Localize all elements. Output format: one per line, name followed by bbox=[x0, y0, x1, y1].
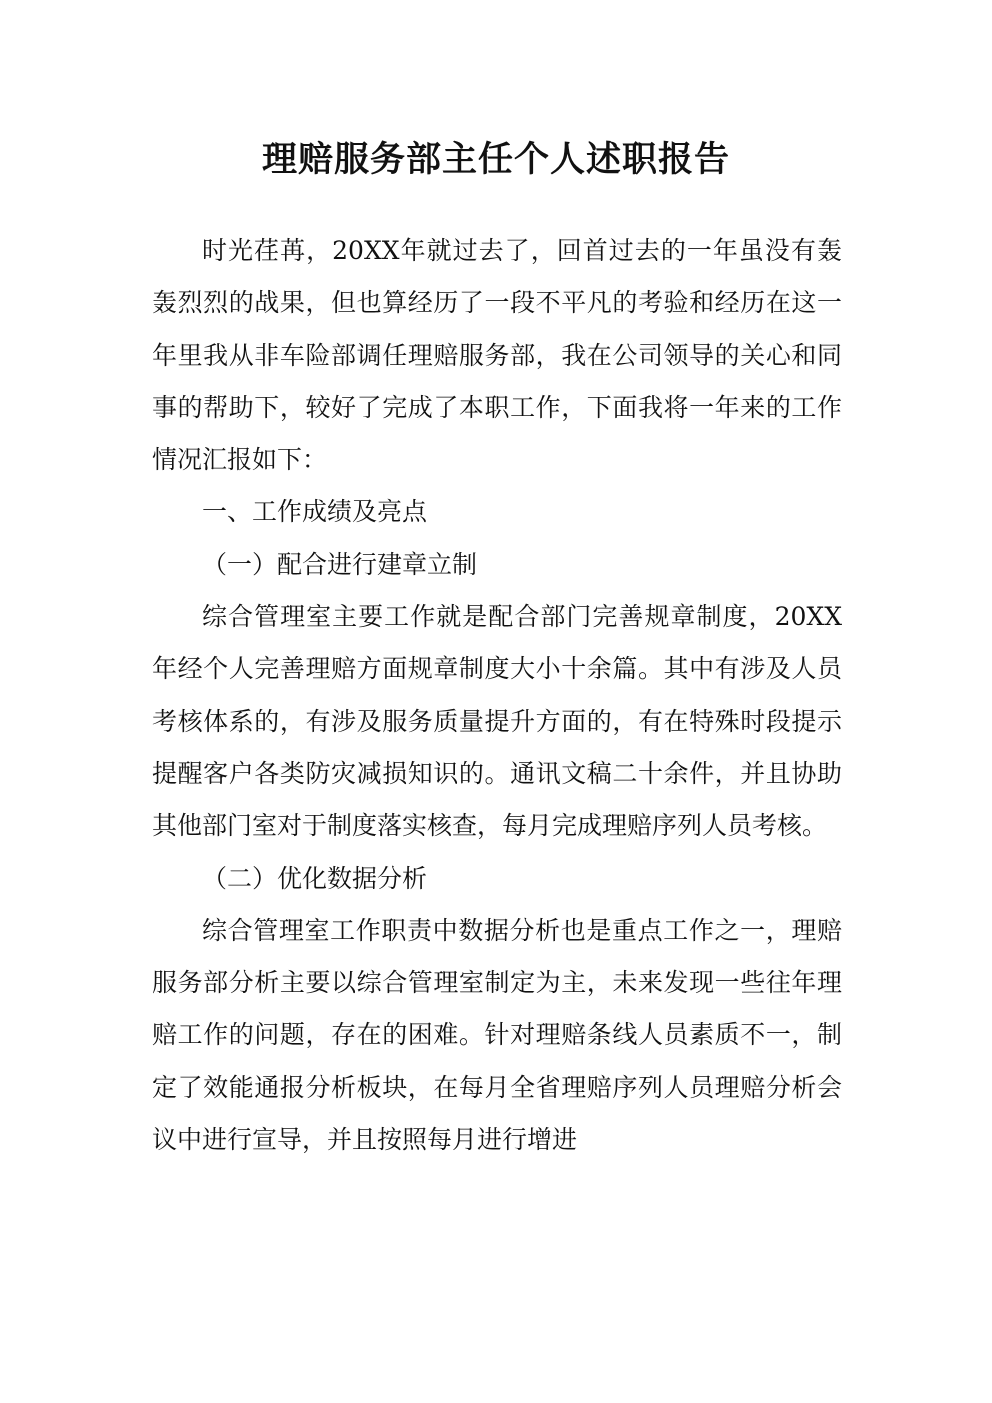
paragraph-intro: 时光荏苒，20XX年就过去了，回首过去的一年虽没有轰轰烈烈的战果，但也算经历了一段不平凡的考验和经历在这一年里我从非车险部调任理赔服务部，我在公司领导的关心和同事的帮助下，较好了完成了本职工作，下面我将一年来的工作情况汇报如下： bbox=[152, 236, 842, 475]
section-heading: 一、工作成绩及亮点 bbox=[202, 497, 428, 527]
subsection-heading: （一）配合进行建章立制 bbox=[202, 549, 478, 579]
paragraph-rules: 综合管理室主要工作就是配合部门完善规章制度，20XX年经个人完善理赔方面规章制度大小十余篇。其中有涉及人员考核体系的，有涉及服务质量提升方面的，有在特殊时段提示提醒客户各类防灾减损知识的。通讯文稿二十余件，并且协助其他部门室对于制度落实核查，每月完成理赔序列人员考核。 bbox=[152, 602, 842, 841]
paragraph-data-analysis: 综合管理室工作职责中数据分析也是重点工作之一，理赔服务部分析主要以综合管理室制定为主，未来发现一些往年理赔工作的问题，存在的困难。针对理赔条线人员素质不一，制定了效能通报分析板块，在每月全省理赔序列人员理赔分析会议中进行宣导，并且按照每月进行增进 bbox=[152, 915, 842, 1155]
document-body bbox=[152, 225, 842, 1166]
subsection-heading: （二）优化数据分析 bbox=[202, 863, 428, 893]
document-title: 理赔服务部主任个人述职报告 bbox=[261, 139, 730, 180]
